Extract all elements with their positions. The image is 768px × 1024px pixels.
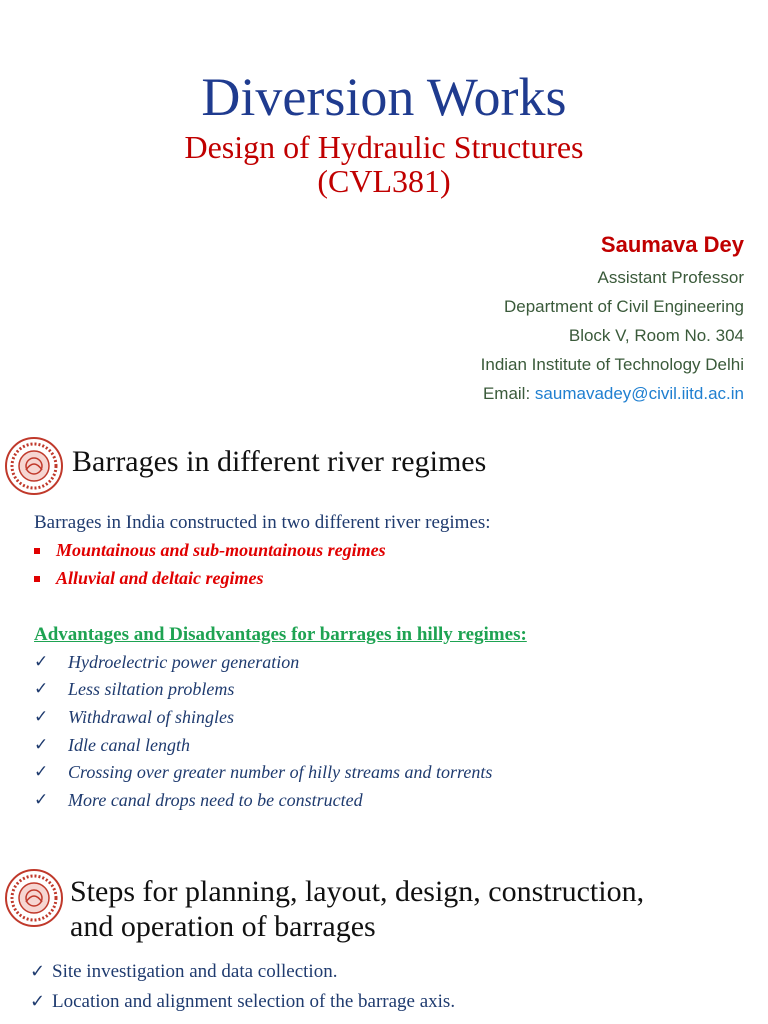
section-heading-steps: Steps for planning, layout, design, construction, <box>70 875 645 908</box>
check-icon: ✓ <box>34 735 49 755</box>
check-icon: ✓ <box>30 991 46 1012</box>
advantage-item: Less siltation problems <box>68 679 235 699</box>
advantage-item: Hydroelectric power generation <box>68 652 300 672</box>
author-name: Saumava Dey <box>600 232 744 257</box>
email-label: Email: <box>482 384 531 403</box>
advantages-heading: Advantages and Disadvantages for barrages in hilly regimes: <box>34 624 527 645</box>
check-icon: ✓ <box>34 652 49 672</box>
square-bullet-icon <box>34 576 40 582</box>
check-icon: ✓ <box>34 679 49 699</box>
advantage-item: Withdrawal of shingles <box>68 707 235 727</box>
page-title: Diversion Works <box>201 67 567 127</box>
iit-delhi-logo-icon <box>4 868 64 928</box>
step-item: Location and alignment selection of the barrage axis. <box>52 991 456 1012</box>
author-institute: Indian Institute of Technology Delhi <box>480 355 744 374</box>
regimes-intro: Barrages in India constructed in two different river regimes: <box>34 512 491 533</box>
advantage-item: Idle canal length <box>68 735 190 755</box>
check-icon: ✓ <box>34 790 49 810</box>
subtitle <box>0 130 768 198</box>
author-email-line <box>483 384 744 404</box>
section-heading-steps-cont: and operation of barrages <box>70 910 376 943</box>
section-heading-regimes: Barrages in different river regimes <box>72 445 487 478</box>
regime-item: Alluvial and deltaic regimes <box>56 568 264 588</box>
subtitle-course-code: (CVL381) <box>317 163 451 199</box>
advantage-item: More canal drops need to be constructed <box>68 790 363 810</box>
author-position: Assistant Professor <box>597 268 744 287</box>
advantage-item: Crossing over greater number of hilly streams and torrents <box>68 762 493 782</box>
regime-item: Mountainous and sub-mountainous regimes <box>56 540 386 560</box>
step-item: Site investigation and data collection. <box>52 961 338 982</box>
check-icon: ✓ <box>30 961 46 982</box>
author-office: Block V, Room No. 304 <box>568 326 744 345</box>
iit-delhi-logo-icon <box>4 436 64 496</box>
email-link[interactable]: saumavadey@civil.iitd.ac.in <box>534 384 744 403</box>
subtitle-course-name: Design of Hydraulic Structures <box>184 129 584 165</box>
check-icon: ✓ <box>34 762 49 782</box>
square-bullet-icon <box>34 548 40 554</box>
author-department: Department of Civil Engineering <box>503 297 744 316</box>
check-icon: ✓ <box>34 707 49 727</box>
